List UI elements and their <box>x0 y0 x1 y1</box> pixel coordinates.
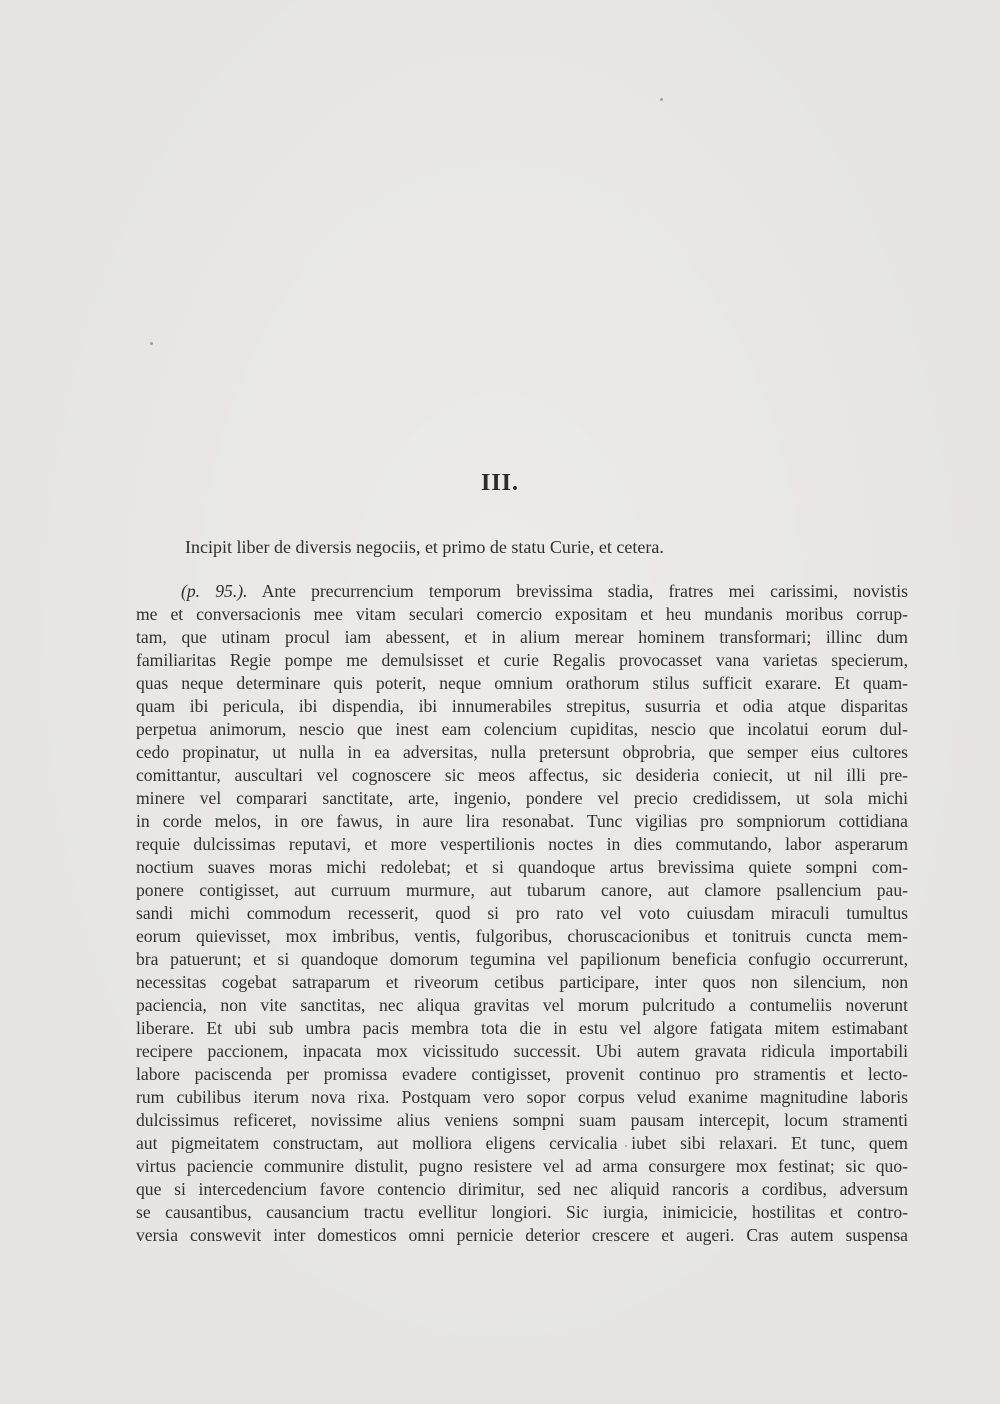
text-line: ponere contigisset, aut curruum murmure, aut tubarum canore, aut clamore psallencium pau- <box>136 880 908 900</box>
chapter-number: III. <box>480 470 520 496</box>
paper-speck <box>660 98 663 101</box>
text-line: cedo propinatur, ut nulla in ea adversitas, nulla pretersunt obprobria, que semper eius cultores <box>136 742 908 762</box>
text-line: liberare. Et ubi sub umbra pacis membra tota die in estu vel algore fatigata mitem estimabant <box>136 1018 908 1038</box>
incipit-heading: Incipit liber de diversis negociis, et primo de statu Curie, et cetera. <box>185 537 664 557</box>
body-text <box>136 580 908 1247</box>
text-line-content: Ante precurrencium temporum brevissima stadia, fratres mei carissimi, novistis <box>247 581 909 601</box>
text-line: bra patuerunt; et si quandoque domorum tegumina vel papilionum beneficia confugio occurrerunt, <box>136 949 908 969</box>
text-line: necessitas cogebat satraparum et riveorum cetibus participare, inter quos non silencium, non <box>136 972 908 992</box>
paper-speck <box>150 342 153 345</box>
text-line: dulcissimus reficeret, novissime alius veniens sompni suam pausam intercepit, locum stramenti <box>136 1110 908 1130</box>
text-line: aut pigmeitatem constructam, aut molliora eligens cervicalia iubet sibi relaxari. Et tunc, quem <box>136 1133 908 1153</box>
text-line: virtus paciencie communire distulit, pugno resistere vel ad arma consurgere mox festinat; sic quo- <box>136 1156 908 1176</box>
text-line: comittantur, auscultari vel cognoscere sic meos affectus, sic desideria coniecit, ut nil illi pre- <box>136 765 908 785</box>
text-line: quas neque determinare quis poterit, neque omnium orathorum stilus sufficit exarare. Et quam- <box>136 673 908 693</box>
text-line: se causantibus, causancium tractu evellitur longiori. Sic iurgia, inimicicie, hostilitas et contro- <box>136 1202 908 1222</box>
text-line: eorum quievisset, mox imbribus, ventis, fulgoribus, choruscacionibus et tonitruis cuncta mem- <box>136 926 908 946</box>
text-line: requie dulcissimas reputavi, et more vespertilionis noctes in dies commutando, labor asperarum <box>136 834 908 854</box>
text-line: rum cubilibus iterum nova rixa. Postquam vero sopor corpus velud exanime magnitudine laboris <box>136 1087 908 1107</box>
text-line: versia conswevit inter domesticos omni pernicie deterior crescere et augeri. Cras autem suspensa <box>136 1225 908 1245</box>
text-line: minere vel comparari sanctitate, arte, ingenio, pondere vel precio credidissem, ut sola michi <box>136 788 908 808</box>
text-line: tam, que utinam procul iam abessent, et in alium merear hominem transformari; illinc dum <box>136 627 908 647</box>
text-line: que si intercedencium favore contencio dirimitur, sed nec aliquid rancoris a cordibus, adversum <box>136 1179 908 1199</box>
text-line: recipere paccionem, inpacata mox vicissitudo successit. Ubi autem gravata ridicula importabili <box>136 1041 908 1061</box>
text-line: labore paciscenda per promissa evadere contigisset, provenit continuo pro stramentis et lecto- <box>136 1064 908 1084</box>
text-line: quam ibi pericula, ibi dispendia, ibi innumerabiles strepitus, susurria et odia atque disparitas <box>136 696 908 716</box>
text-line: paciencia, non vite sanctitas, nec aliqua gravitas vel morum pulcritudo a contumeliis noverunt <box>136 995 908 1015</box>
text-line: perpetua animorum, nescio que inest eam colencium cupiditas, nescio que incolatui eorum dul- <box>136 719 908 739</box>
text-line: me et conversacionis mee vitam seculari comercio expositam et heu mundanis moribus corrup- <box>136 604 908 624</box>
text-line: familiaritas Regie pompe me demulsisset et curie Regalis provocasset vana varietas specierum, <box>136 650 908 670</box>
text-line: noctium suaves moras michi redolebat; et si quandoque artus brevissima quiete sompni com- <box>136 857 908 877</box>
text-line: sandi michi commodum recesserit, quod si pro rato vel voto cuiusdam miraculi tumultus <box>136 903 908 923</box>
text-line <box>136 580 908 603</box>
page-reference: (p. 95.). <box>181 581 248 601</box>
text-line: in corde melos, in ore fawus, in aure lira resonabat. Tunc vigilias pro sompniorum cottidiana <box>136 811 908 831</box>
